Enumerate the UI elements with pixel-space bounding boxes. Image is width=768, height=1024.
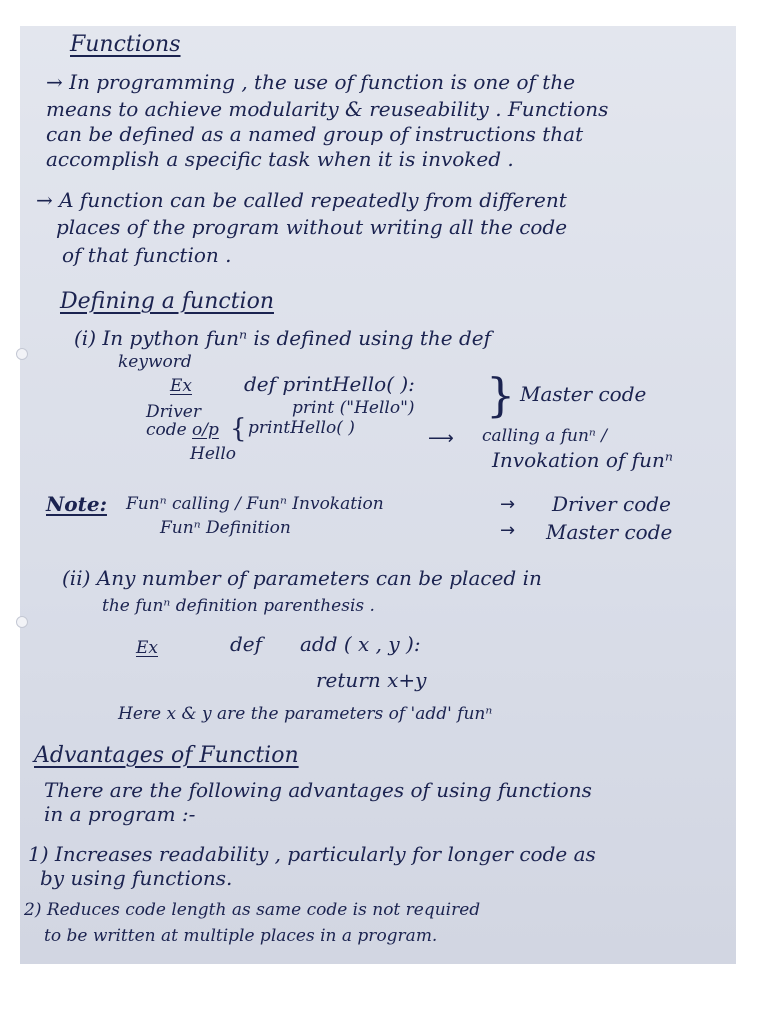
advantages-heading: Advantages of Function [34, 743, 299, 768]
example-label: Ex [170, 376, 192, 396]
code-def-keyword: def [230, 632, 263, 656]
intro-p1-line-3: can be defined as a named group of instructions that [46, 122, 584, 146]
note-label: Note: [46, 492, 107, 516]
advantages-intro-1: There are the following advantages of using functions [44, 778, 592, 802]
advantage-1-line-1: 1) Increases readability , particularly for longer code as [28, 842, 596, 866]
driver-brace: { [230, 414, 247, 444]
punch-hole [16, 616, 28, 628]
intro-p1-line-2: means to achieve modularity & reuseability . Functions [46, 97, 609, 121]
code-call-printhello: printHello( ) [248, 418, 355, 438]
defining-heading: Defining a function [60, 289, 274, 314]
example-label-2: Ex [136, 638, 158, 658]
punch-hole [16, 348, 28, 360]
intro-p1-line-4: accomplish a specific task when it is invoked . [46, 147, 514, 171]
page-title: Functions [70, 32, 181, 57]
arrow-icon: ⟶ [428, 428, 454, 449]
note-line-2-result: Master code [546, 520, 673, 544]
intro-p2-line-2: places of the program without writing all the code [56, 215, 568, 239]
point-2-line-2: the funⁿ definition parenthesis . [102, 596, 375, 616]
advantages-intro-2: in a program :- [44, 802, 196, 826]
point-2-line-1: (ii) Any number of parameters can be placed in [62, 566, 542, 590]
advantage-2-line-1: 2) Reduces code length as same code is not required [24, 900, 481, 920]
intro-p2-line-3: of that function . [62, 243, 232, 267]
note-line-2: Funⁿ Definition [160, 518, 291, 538]
arrow-icon: → [500, 520, 516, 541]
advantage-2-line-2: to be written at multiple places in a program. [44, 926, 438, 946]
code-print-hello: print ("Hello") [292, 398, 415, 418]
driver-label-2: code [146, 420, 187, 440]
defining-point-1: (i) In python funⁿ is defined using the def [74, 326, 492, 350]
master-code-label: Master code [520, 382, 647, 406]
calling-label-1: calling a funⁿ / [482, 426, 607, 446]
output-hello: Hello [190, 444, 236, 464]
intro-p1-line-1: → In programming , the use of function is one of the [46, 70, 576, 94]
note-line-1-result: Driver code [552, 492, 671, 516]
intro-p2-line-1: → A function can be called repeatedly from different [36, 188, 567, 212]
calling-label-2: Invokation of funⁿ [492, 448, 673, 472]
code-def-printhello: def printHello( ): [244, 372, 415, 396]
arrow-icon: → [500, 494, 516, 515]
code-def-add: add ( x , y ): [300, 632, 421, 656]
defining-point-1-cont: keyword [118, 352, 192, 372]
parameters-explanation: Here x & y are the parameters of 'add' funⁿ [118, 704, 493, 724]
code-return: return x+y [316, 668, 427, 692]
note-line-1: Funⁿ calling / Funⁿ Invokation [126, 494, 384, 514]
advantage-1-line-2: by using functions. [40, 866, 233, 890]
output-label: o/p [192, 420, 219, 440]
driver-label-1: Driver [146, 402, 201, 422]
master-brace: } [486, 368, 516, 422]
